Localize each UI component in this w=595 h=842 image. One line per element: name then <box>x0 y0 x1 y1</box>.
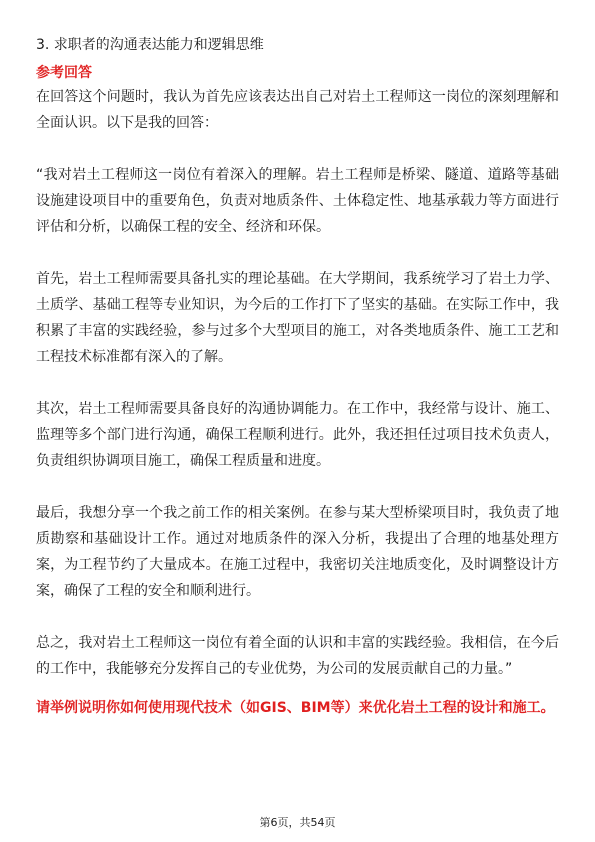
answer-paragraph-theory: 首先，岩土工程师需要具备扎实的理论基础。在大学期间，我系统学习了岩土力学、土质学、基础工程等专业知识，为今后的工作打下了坚实的基础。在实际工作中，我积累了丰富的实践经验，参与过多个大型项目的施工，对各类地质条件、施工工艺和工程技术标准都有深入的了解。 <box>36 271 559 365</box>
answer-paragraph-conclusion: 总之，我对岩土工程师这一岗位有着全面的认识和丰富的实践经验。我相信，在今后的工作中，我能够充分发挥自己的专业优势，为公司的发展贡献自己的力量。” <box>36 635 559 677</box>
question-heading: 3. 求职者的沟通表达能力和逻辑思维 <box>36 37 264 53</box>
page-number-footer: 第6页，共54页 <box>259 816 336 829</box>
answer-label: 参考回答 <box>36 65 92 81</box>
next-question-heading: 请举例说明你如何使用现代技术（如GIS、BIM等）来优化岩土工程的设计和施工。 <box>36 700 555 716</box>
answer-paragraph-communication: 其次，岩土工程师需要具备良好的沟通协调能力。在工作中，我经常与设计、施工、监理等多个部门进行沟通，确保工程顺利进行。此外，我还担任过项目技术负责人，负责组织协调项目施工，确保工程质量和进度。 <box>36 401 559 469</box>
answer-paragraph-intro: 在回答这个问题时，我认为首先应该表达出自己对岩土工程师这一岗位的深刻理解和全面认识。以下是我的回答： <box>36 89 559 131</box>
answer-paragraph-case: 最后，我想分享一个我之前工作的相关案例。在参与某大型桥梁项目时，我负责了地质勘察和基础设计工作。通过对地质条件的深入分析，我提出了合理的地基处理方案，为工程节约了大量成本。在施工过程中，我密切关注地质变化，及时调整设计方案，确保了工程的安全和顺利进行。 <box>36 505 559 599</box>
document-page <box>36 34 559 719</box>
answer-paragraph-understanding: “我对岩土工程师这一岗位有着深入的理解。岩土工程师是桥梁、隧道、道路等基础设施建设项目中的重要角色，负责对地质条件、土体稳定性、地基承载力等方面进行评估和分析，以确保工程的安全、经济和环保。 <box>36 167 559 235</box>
